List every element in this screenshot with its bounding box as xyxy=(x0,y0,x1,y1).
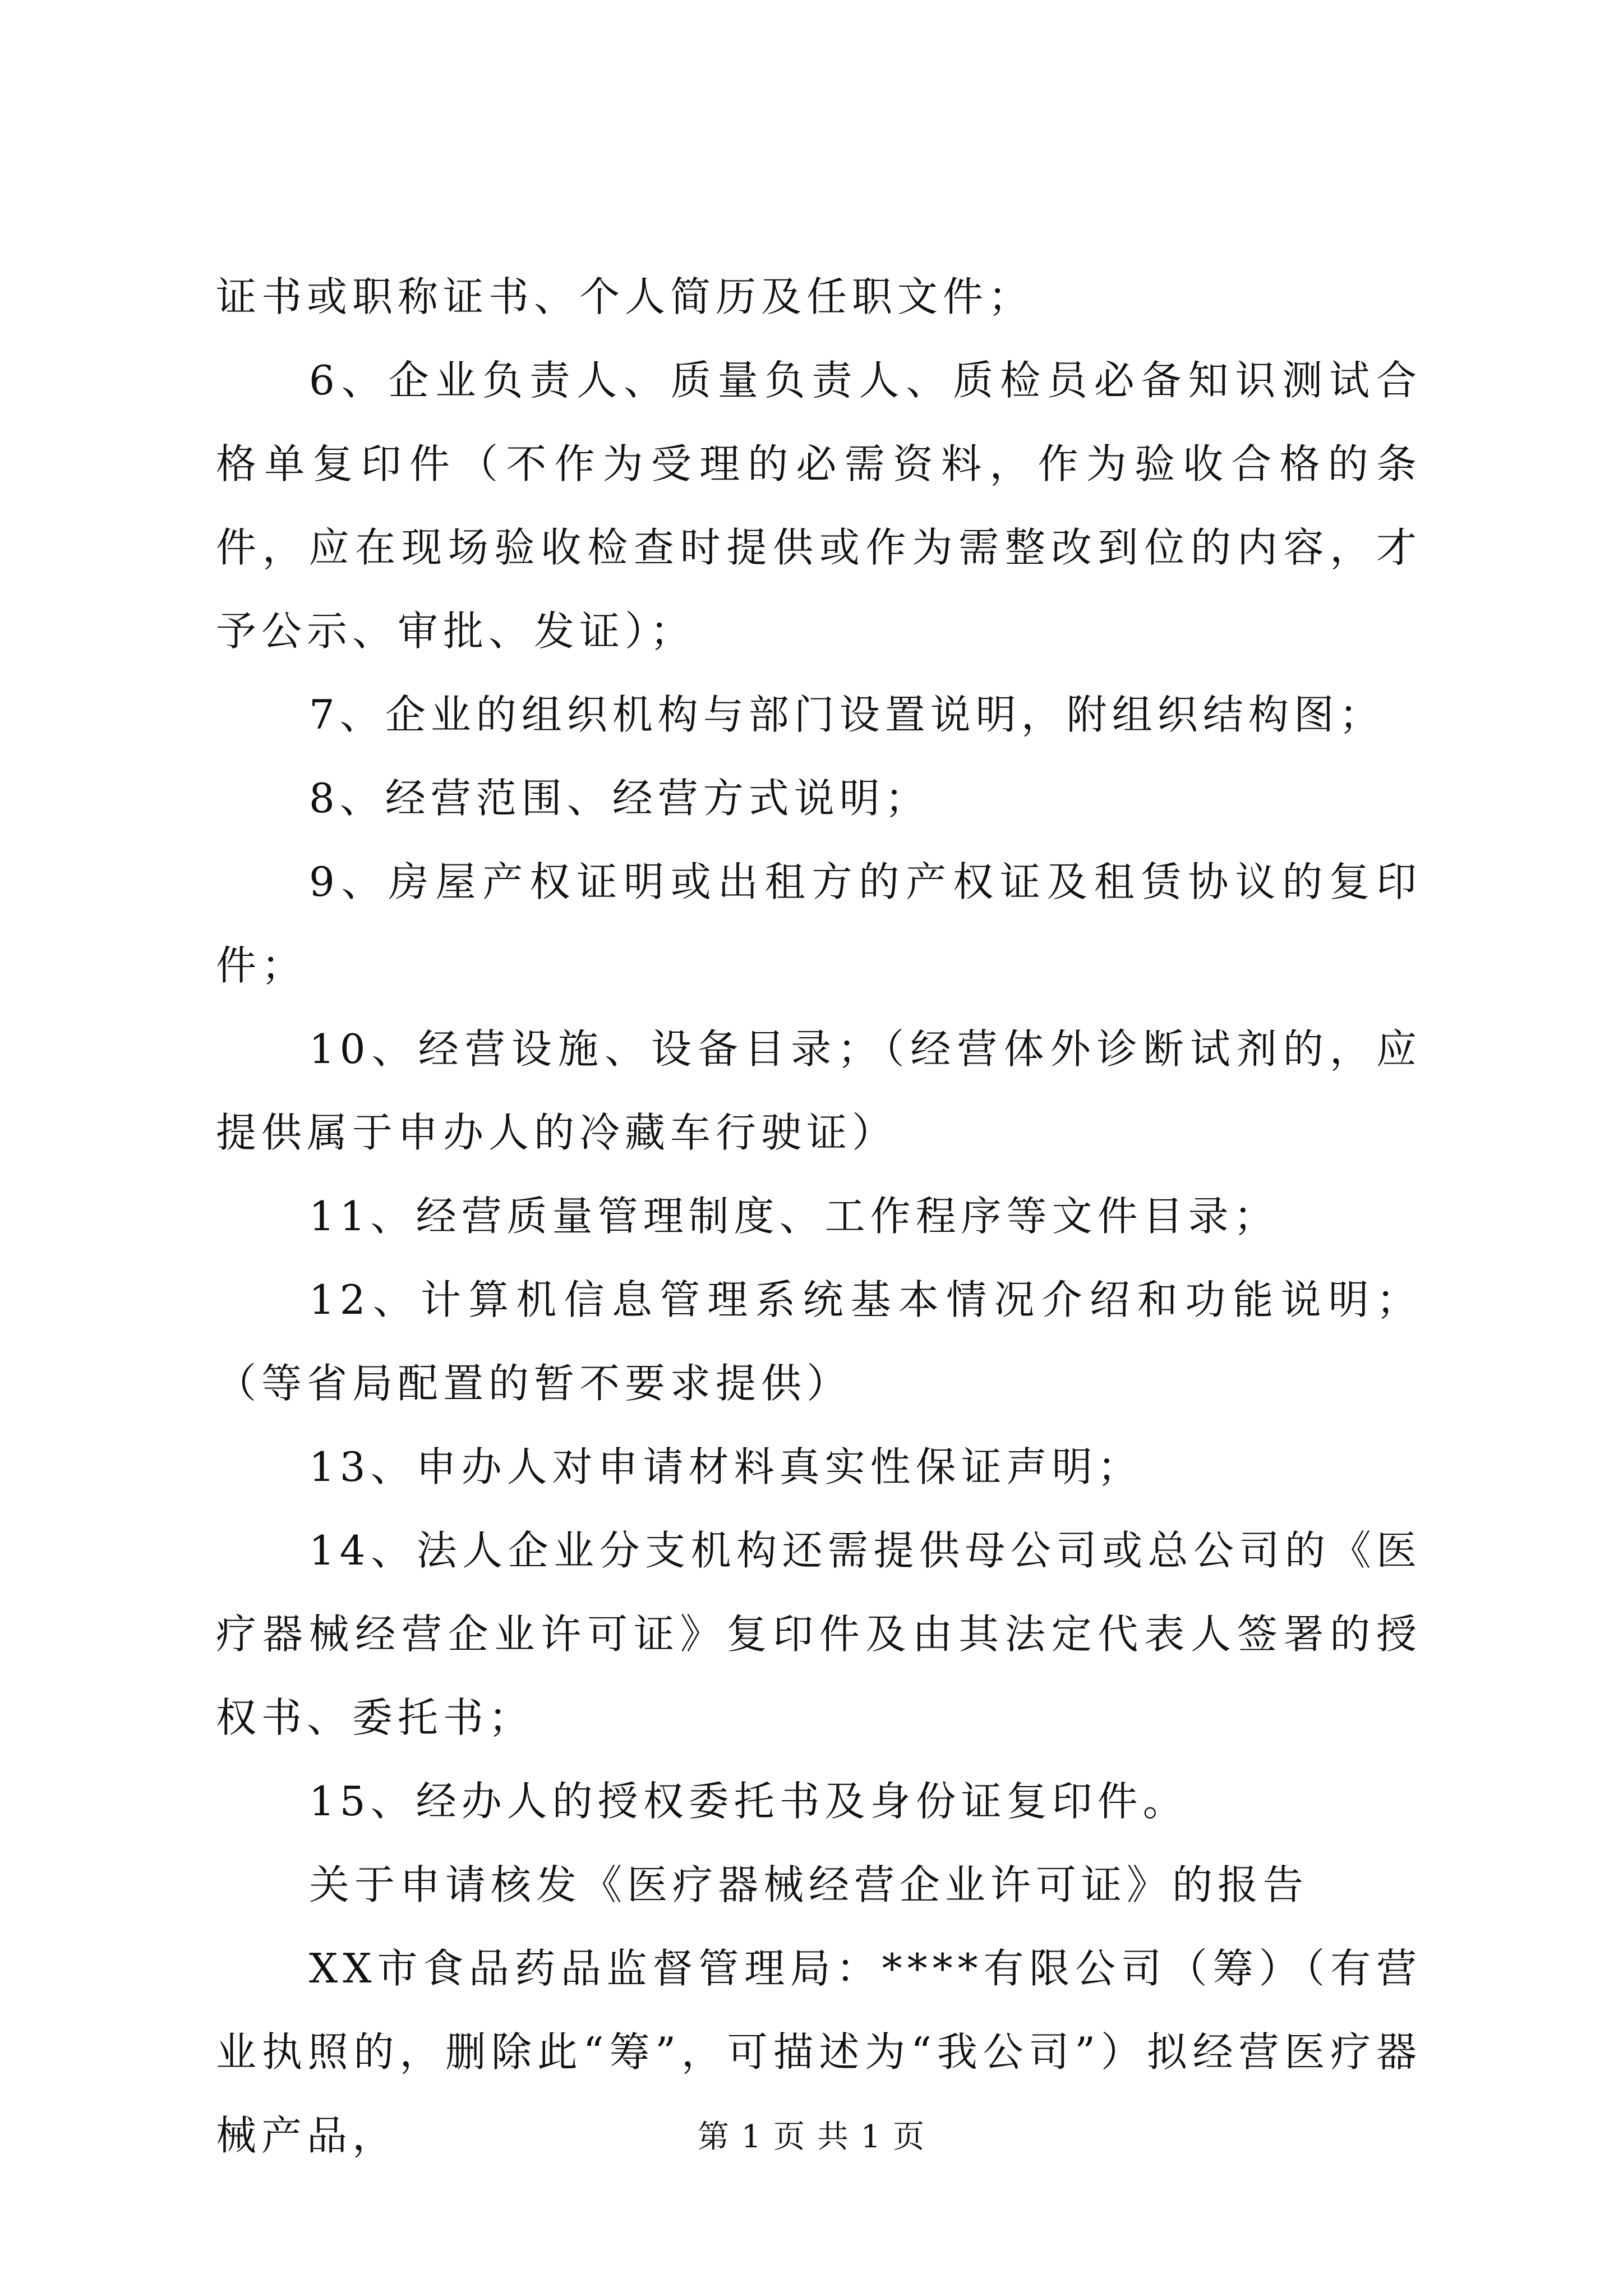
paragraph-1: 证书或职称证书、个人简历及任职文件； xyxy=(216,273,1034,320)
paragraph-item-13: 13、申办人对申请材料真实性保证声明； xyxy=(309,1443,1143,1490)
paragraph-item-12: 12、计算机信息管理系统基本情况介绍和功能说明；（等省局配置的暂不要求提供） xyxy=(216,1276,1422,1407)
paragraph-item-11: 11、经营质量管理制度、工作程序等文件目录； xyxy=(309,1193,1279,1240)
paragraph-item-10: 10、经营设施、设备目录；（经营体外诊断试剂的，应提供属于申办人的冷藏车行驶证） xyxy=(216,1025,1422,1156)
page-footer: 第 1 页 共 1 页 xyxy=(697,2119,926,2155)
paragraph-item-9: 9、房屋产权证明或出租方的产权证及租赁协议的复印件； xyxy=(216,858,1422,989)
paragraph-item-15: 15、经办人的授权委托书及身份证复印件。 xyxy=(309,1778,1188,1825)
paragraph-item-8: 8、经营范围、经营方式说明； xyxy=(309,775,930,822)
report-title: 关于申请核发《医疗器械经营企业许可证》的报告 xyxy=(309,1861,1309,1908)
report-body-paragraph: XX市食品药品监督管理局：****有限公司（筹）（有营业执照的，删除此“筹”，可描述为“我公司”）拟经营医疗器械产品， xyxy=(216,1945,1422,2159)
document-body xyxy=(216,255,1422,2178)
paragraph-item-14: 14、法人企业分支机构还需提供母公司或总公司的《医疗器械经营企业许可证》复印件及由其法定代表人签署的授权书、委托书； xyxy=(216,1527,1422,1741)
paragraph-item-7: 7、企业的组织机构与部门设置说明，附组织结构图； xyxy=(309,691,1385,738)
paragraph-item-6: 6、企业负责人、质量负责人、质检员必备知识测试合格单复印件（不作为受理的必需资料，作为验收合格的条件，应在现场验收检查时提供或作为需整改到位的内容，才予公示、审批、发证）； xyxy=(216,357,1422,655)
